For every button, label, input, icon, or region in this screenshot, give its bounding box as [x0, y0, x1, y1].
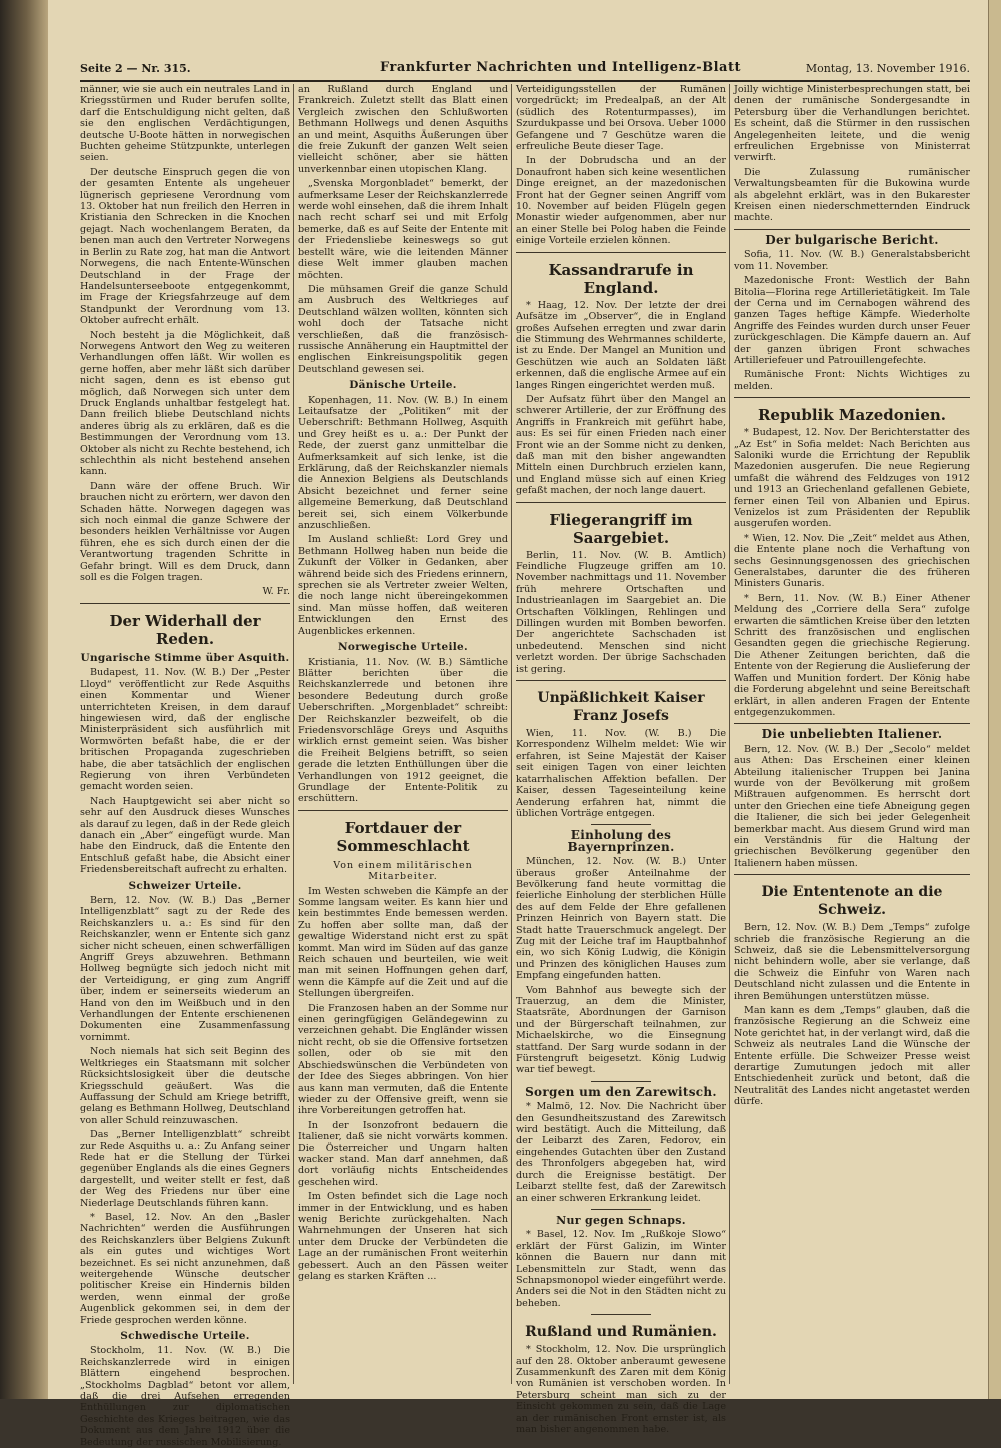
column-1 — [80, 84, 291, 1448]
divider — [591, 1081, 651, 1082]
paragraph: Vom Bahnhof aus bewegte sich der Trauerzug, an dem die Minister, Staatsräte, Abordnungen der Garnison und der Bürgerschaft teilnahmen, zur Michaelskirche, wo die Einsegnung stattfand. Der Sarg wurde sodann in der Fürstengruft beigesetzt. König Ludwig war tief bewegt. — [516, 984, 726, 1076]
next-page-edge — [988, 0, 1001, 1399]
paragraph: Wien, 11. Nov. (W. B.) Die Korrespondenz Wilhelm meldet: Wie wir erfahren, ist Seine Majestät der Kaiser seit einigen Tagen von einer leichten katarrhalischen Affektion befallen. Der Kaiser, dessen Tageseinteilung keine Aenderung erfahren hat, nimmt die üblichen Vorträge entgegen. — [516, 728, 726, 819]
paragraph: Bern, 12. Nov. (W. B.) Dem „Temps“ zufolge schrieb die französische Regierung an die Schweiz, daß sie die Lebensmittelversorgung nicht behindern wolle, aber sie verlange, daß die Schweiz die Einfuhr von Waren nach Deutschland nicht zulassen und die Entente in ihren Bemühungen unterstützen müsse. — [734, 922, 970, 1002]
column-2 — [298, 84, 508, 1384]
byline: Von einem militärischen Mitarbeiter. — [333, 859, 473, 883]
divider — [734, 874, 970, 875]
paragraph: * Stockholm, 12. Nov. Die ursprünglich auf den 28. Oktober anberaumt gewesene Zusammenkunft des Zaren mit dem König von Rumänien ist verschoben worden. In Petersburg scheint man sich zu der Einsicht gekommen zu sein, daß die Lage an der rumänischen Front ernster ist, als man bisher angenommen habe. — [516, 1344, 726, 1435]
column-rule — [293, 84, 294, 1384]
headline-russland-rumaenien: Rußland und Rumänien. — [525, 1324, 717, 1341]
divider — [591, 1314, 651, 1315]
headline-kassandrarufe: Kassandrarufe in England. — [548, 260, 694, 297]
paragraph: Verteidigungsstellen der Rumänen vorgedrückt; im Predealpaß, an der Alt (südlich des Rotenturmpasses), im Szurdukpasse und bei Orsova. Ueber 1000 Gefangene und 7 Geschütze waren die erfreuliche Beute dieser Tage. — [516, 84, 726, 153]
divider — [734, 229, 970, 230]
book-binding — [0, 0, 48, 1399]
paragraph: Die Franzosen haben an der Somme nur einen geringfügigen Geländegewinn zu verzeichnen gehabt. Die Engländer wissen nicht recht, ob sie die Offensive fortsetzen sollen, oder ob sie mit den Abschiedswünschen die Verbündeten von der Idee des Sieges abbringen. Von hier aus kann man vermuten, daß die Entente wieder zu der Offensive greift, wenn sie ihre Vorbereitungen getroffen hat. — [298, 1002, 508, 1117]
paragraph: Die mühsamen Greif die ganze Schuld am Ausbruch des Weltkrieges auf Deutschland wälzen wollten, könnten sich wohl doch der Tatsache nicht verschließen, daß die französisch-russische Annäherung ein Hauptmittel der englischen Einkreisungspolitik gegen Deutschland gewesen sei. — [298, 283, 508, 375]
paragraph: Bern, 12. Nov. (W. B.) Das „Berner Intelligenzblatt“ sagt zu der Rede des Reichskanzlers u. a.: Es sind für den Reichskanzler, wenn er Entente sich ganz sicher nicht scheuen, einen schwerfälligen Angriff Greys abzuwehren. Bethmann Hollweg begnügte sich jedoch nicht mit der Verteidigung, er ging zum Angriff über, indem er seinerseits wiederum an Hand von den im Weißbuch und in den Verhandlungen der Entente erschienenen Dokumenten eine Zusammenfassung vornimmt. — [80, 895, 290, 1043]
paragraph: Joilly wichtige Ministerbesprechungen statt, bei denen der rumänische Sondergesandte in Petersburg über die Verhandlungen berichtet. Es scheint, daß die Stürmer in den russischen Angelegenheiten leitete, und die wenig erfreulichen Ergebnisse von Ministerrat verwirft. — [734, 84, 970, 164]
paragraph: Noch niemals hat sich seit Beginn des Weltkrieges ein Staatsmann mit solcher Rücksichtslosigkeit über die deutsche Kriegsschuld geäußert. Was die Auffassung der Schuld am Kriege betrifft, gelang es Bethmann Hollweg, Deutschland von aller Schuld reinzuwaschen. — [80, 1046, 291, 1126]
headline-schnaps: Nur gegen Schnaps. — [556, 1213, 686, 1227]
headline-fliegerangriff: Fliegerangriff im Saargebiet. — [549, 510, 693, 547]
paragraph: Im Osten befindet sich die Lage noch immer in der Entwicklung, und es haben wenig Berichte zurückgehalten. Nach Wahrnehmungen der Unseren hat sich unter dem Drucke der Verbündeten die Lage an der rumänischen Front weiterhin gebessert. Auch an den Pässen weiter gelang es starken Kräften ... — [298, 1191, 508, 1282]
paragraph: Rumänische Front: Nichts Wichtiges zu melden. — [734, 369, 970, 392]
paragraph: Der Aufsatz führt über den Mangel an schwerer Artillerie, der zur Eröffnung des Angriffs in Frankreich mit geführt habe, aus: Es sei für einen Frieden nach einer Front wie an der Somme nicht zu denken, daß man mit den bisher angewandten Mitteln einen Durchbruch erzielen kann, und England müsse sich auf einen Krieg gefaßt machen, der noch lange dauert. — [516, 393, 726, 497]
subheadline: Ungarische Stimme über Asquith. — [80, 651, 290, 664]
column-rule — [511, 84, 512, 1384]
paragraph: Im Westen schweben die Kämpfe an der Somme langsam weiter. Es kann hier und kein bestimmtes Ende bemessen werden. Zu hoffen aber sollte man, daß der gewaltige Widerstand nicht erst zu spät kommt. Man wird im Süden auf das ganze Reich schauen und beurteilen, wie weit man mit seinen Hoffnungen gehen darf, wenn die Kämpfe auf die Zeit und auf die Stellungen übergreifen. — [298, 885, 508, 1000]
paragraph: „Svenska Morgonbladet“ bemerkt, der aufmerksame Leser der Reichskanzlerrede werde wohl einsehen, daß die ihrem Inhalt nach recht scharf sei und mit Erfolg bemerke, daß es auf Seite der Entente mit der Friedensliebe keineswegs so gut bestellt wäre, wie die leitenden Männer diese Welt immer glauben machen möchten. — [298, 178, 508, 281]
paragraph: * Haag, 12. Nov. Der letzte der drei Aufsätze im „Observer“, die in England großes Aufsehen erregten und zwar darin die Stimmung des Wehrmannes schilderte, ist zu Ende. Der Mangel an Munition und Geschützen wie auch an Soldaten läßt erkennen, daß die englische Armee auf ein langes Ringen eingerichtet werden muß. — [516, 299, 726, 391]
paragraph: Kristiania, 11. Nov. (W. B.) Sämtliche Blätter berichten über die Reichskanzlerrede und betonen ihre besondere Bedeutung durch große Ueberschriften. „Morgenbladet“ schreibt: Der Reichskanzler bezweifelt, ob die Friedensvorschläge Greys und Asquiths wirklich ernst gemeint seien. Was bisher die Freiheit Belgiens betrifft, so seien gerade die letzten Enthüllungen über die Verhandlungen von 1912 geeignet, die Grundlage der Entente-Politik zu erschüttern. — [298, 656, 508, 805]
headline-italiener: Die unbeliebten Italiener. — [761, 727, 943, 742]
divider — [591, 1209, 651, 1210]
divider — [80, 603, 290, 604]
subheadline: Norwegische Urteile. — [338, 641, 468, 654]
headline-sommeschlacht: Fortdauer der Sommeschlacht — [336, 818, 470, 855]
divider — [516, 502, 726, 503]
paragraph: Man kann es dem „Temps“ glauben, daß die französische Regierung an die Schweiz eine Note gerichtet hat, in der verlangt wird, daß die Schweiz als neutrales Land die Wünsche der Entente erfülle. Die Schweizer Presse weist derartige Zumutungen jedoch mit aller Entschiedenheit zurück und betont, daß die Neutralität des Landes nicht angetastet werden dürfe. — [734, 1005, 970, 1108]
paragraph: München, 12. Nov. (W. B.) Unter überaus großer Anteilnahme der Bevölkerung fand heute vormittag die feierliche Einholung der sterblichen Hülle des auf dem Felde der Ehre gefallenen Prinzen Heinrich von Bayern statt. Die Stadt hatte Trauerschmuck angelegt. Der Zug mit der Leiche traf im Hauptbahnhof ein, wo sich König Ludwig, die Königin und Prinzen des königlichen Hauses zum Empfang eingefunden hatten. — [516, 856, 726, 982]
headline-bulgarischer-bericht: Der bulgarische Bericht. — [765, 232, 939, 247]
paragraph: Budapest, 11. Nov. (W. B.) Der „Pester Lloyd“ veröffentlicht zur Rede Asquiths einen Kommentar und Wiener unterrichteten Kreisen, in dem darauf hingewiesen wird, daß der englische Ministerpräsident sich ausführlich mit Wormwörten befaßt habe, die er der britischen Propaganda zugeschrieben habe, die aber tatsächlich der englischen Regierung von ihren Verbündeten gemacht worden seien. — [80, 667, 290, 793]
headline-widerhall: Der Widerhall der Reden. — [109, 611, 261, 648]
headline-bayernprinz: Einholung des Bayernprinzen. — [567, 828, 675, 854]
paragraph: Stockholm, 11. Nov. (W. B.) Die Reichskanzlerrede wird in einigen Blättern eingehend besprochen. „Stockholms Dagblad“ betont vor allem, daß die drei Aufsehen erregenden Enthüllungen zur diplomatischen Geschichte des Krieges beitragen, wie das Dokument aus dem Jahre 1912 über die Bedeutung der russischen Mobilisierung. — [80, 1345, 290, 1448]
paragraph: * Bern, 11. Nov. (W. B.) Einer Athener Meldung des „Corriere della Sera“ zufolge erwarten die sämtlichen Kreise über den letzten Schritt des französischen und englischen Gesandten gegen die griechische Regierung. Die Athener Zeitungen berichten, daß die Entente von der Regierung die Auslieferung der Waffen und Munition fordert. Der König habe die Forderung abgelehnt und seine Bereitschaft erklärt, in allen anderen Fragen der Entente entgegenzukommen. — [734, 592, 970, 718]
paragraph: männer, wie sie auch ein neutrales Land in Kriegsstürmen und Ruder berufen sollte, darf die Entschuldigung nicht gelten, daß sie den englischen Verdächtigungen, deutsche U-Boote hätten in norwegischen Buchten geheime Stützpunkte, unterlegen seien. — [80, 84, 290, 164]
paragraph: Bern, 12. Nov. (W. B.) Der „Secolo“ meldet aus Athen: Das Erscheinen einer kleinen Abteilung italienischer Truppen bei Janina wurde von der Bevölkerung mit großem Mißtrauen aufgenommen. Es herrscht dort unter den Griechen eine tiefe Abneigung gegen die Italiener, die sich bei jeder Gelegenheit bemerkbar macht. Aus diesem Grund wird man ein Verständnis für die Haltung der griechischen Bevölkerung gegenüber den Italienern haben müssen. — [734, 743, 970, 869]
divider — [734, 723, 970, 724]
paragraph: * Basel, 12. Nov. Im „Rußkoje Slowo“ erklärt der Fürst Galizin, im Winter können die Bauern nur dann mit Lebensmitteln zur Stadt, wenn das Schnapsmonopol wieder eingeführt werde. Anders sei die Not in den Städten nicht zu beheben. — [516, 1229, 726, 1309]
paragraph: In der Dobrudscha und an der Donaufront haben sich keine wesentlichen Dinge ereignet, an der mazedonischen Front hat der Gegner seinen Angriff vom 10. November auf beiden Flügeln gegen Monastir wieder aufgenommen, aber nur an einer Stelle bei Polog haben die Feinde einige Vorteile erzielen können. — [516, 155, 726, 247]
headline-ententenote: Die Ententenote an die Schweiz. — [761, 884, 943, 919]
paragraph: * Budapest, 12. Nov. Der Berichterstatter des „Az Est“ in Sofia meldet: Nach Berichten aus Saloniki wurde die Errichtung der Republik Mazedonien ausgerufen. Die neue Regierung umfaßt die während des Feldzuges von 1912 und 1913 an Griechenland gefallenen Gebiete, ferner einen Teil von Albanien und Epirus. Venizelos ist zum Präsidenten der Republik ausgerufen worden. — [734, 427, 970, 530]
paragraph: * Basel, 12. Nov. An den „Basler Nachrichten“ werden die Ausführungen des Reichskanzlers über Belgiens Zukunft als ein gutes und wichtiges Wort bezeichnet. Es sei nicht anzunehmen, daß weitergehende Wünsche deutscher politischer Kreise ein Hindernis bilden werden, wenn einmal der große Augenblick gekommen sei, in dem der Friede gesprochen werden könne. — [80, 1211, 290, 1326]
paragraph: Nach Hauptgewicht sei aber nicht so sehr auf den Ausdruck dieses Wunsches als darauf zu legen, daß in der Rede gleich danach ein „Aber“ eingefügt wurde. Man habe den Eindruck, daß die Entente den Entschluß gefaßt habe, die Absicht einer Friedensbereitschaft aufrecht zu erhalten. — [80, 795, 290, 876]
paragraph: Mazedonische Front: Westlich der Bahn Bitolia—Florina rege Artillerietätigkeit. Im Tale der Cerna und im Cernabogen während des ganzen Tages heftige Kämpfe. Wiederholte Angriffe des Feindes wurden durch unser Feuer zurückgeschlagen. Die Kämpfe dauern an. Auf der ganzen übrigen Front schwaches Artilleriefeuer und Patrouillengefechte. — [734, 275, 970, 366]
paragraph: Dann wäre der offene Bruch. Wir brauchen nicht zu erörtern, wer davon den Schaden hätte. Norwegen dagegen was sich noch einmal die ganze Schwere der besonders heiklen Verhältnisse vor Augen führen, ehe es sich durch einen der die Verantwortung tragenden Schritte in Gefahr bringt. Will es dem Druck, dann soll es die Folgen tragen. — [80, 480, 290, 584]
column-3 — [516, 84, 726, 1435]
masthead: Frankfurter Nachrichten und Intelligenz-Blatt — [380, 60, 741, 75]
divider — [516, 680, 726, 681]
author-signature: W. Fr. — [262, 586, 290, 598]
paragraph: Der deutsche Einspruch gegen die von der gesamten Entente als ungeheuer lügnerisch gepriesene Verordnung vom 13. Oktober hat nun freilich den Herren in Kristiania den Schrecken in die Knochen gejagt. Nach wochenlangem Beraten, da benen man auch den Vertreter Norwegens in Berlin zu Rate zog, hat man die Antwort Norwegens, die nach Entente-Wünschen Deutschland in der Frage der Handelsunterseeboote entgegenkommt, im Frage der Kriegsfahrzeuge auf dem Standpunkt der Verordnung vom 13. Oktober aufrecht erhält. — [80, 166, 290, 327]
paragraph: Sofia, 11. Nov. (W. B.) Generalstabsbericht vom 11. November. — [734, 249, 970, 272]
divider — [734, 397, 970, 398]
subheadline: Schwedische Urteile. — [120, 1330, 250, 1343]
divider — [516, 252, 726, 253]
headline-zarewitsch: Sorgen um den Zarewitsch. — [525, 1084, 717, 1099]
newspaper-page — [48, 0, 988, 1448]
paragraph: Im Ausland schließt: Lord Grey und Bethmann Hollweg haben nun beide die Zukunft der Völker in Gedanken, aber während beide sich des Friedens erinnern, sprechen sie als Vertreter zweier Welten, die noch lange nicht übereingekommen sind. Man müsse hoffen, daß weiteren Entwicklungen den Ernst des Augenblickes erkennen. — [298, 534, 508, 637]
paragraph: * Malmö, 12. Nov. Die Nachricht über den Gesundheitszustand des Zarewitsch wird bestätigt. Auch die Mitteilung, daß der Leibarzt des Zaren, Fedorov, ein eingehendes Gutachten über den Zustand des Thronfolgers abgegeben hat, wird durch die Ereignisse bestätigt. Der Leibarzt stellte fest, daß der Zarewitsch an einer schweren Erkrankung leidet. — [516, 1101, 726, 1204]
paragraph: * Wien, 12. Nov. Die „Zeit“ meldet aus Athen, die Entente plane noch die Verhaftung von sechs Gesinnungsgenossen des griechischen Generalstabes, darunter die des früheren Ministers Gunaris. — [734, 532, 970, 590]
paragraph: an Rußland durch England und Frankreich. Zuletzt stellt das Blatt einen Vergleich zwischen den Schlußworten Bethmann Hollwegs und denen Asquiths an und meint, Asquiths Äußerungen über die freie Zukunft der ganzen Welt seien vielleicht schöner, aber sie hätten unverkennbar einen utopischen Klang. — [298, 84, 508, 175]
divider — [298, 810, 508, 811]
headline-franz-josef: Unpäßlichkeit Kaiser Franz Josefs — [537, 690, 705, 725]
paragraph: Noch besteht ja die Möglichkeit, daß Norwegens Antwort den Weg zu weiteren Verhandlungen offen läßt. Wir wollen es gerne hoffen, aber mehr läßt sich darüber nicht sagen, denn es ist ebenso gut möglich, daß Norwegen sich unter dem Druck Englands unhaltbar festgelegt hat. Dann freilich bliebe Deutschland nichts anderes übrig als zu erklären, daß es die Bestimmungen der Verordnung vom 13. Oktober als nicht zu Rechte bestehend, ich schlechthin als nicht bestehend ansehen kann. — [80, 329, 290, 478]
divider — [591, 824, 651, 825]
paragraph: Das „Berner Intelligenzblatt“ schreibt zur Rede Asquiths u. a.: Zu Anfang seiner Rede hat er die Stellung der Türkei gegenüber Englands als die eines Gegners dargestellt, und weiter stellt er fest, daß der Weg des Friedens nur über eine Niederlage Deutschlands führen kann. — [80, 1129, 290, 1209]
subheadline: Dänische Urteile. — [349, 379, 457, 392]
column-rule — [729, 84, 730, 1384]
column-4 — [734, 84, 970, 1384]
headline-republik-mazedonien: Republik Mazedonien. — [757, 406, 947, 425]
issue-date: Montag, 13. November 1916. — [805, 62, 970, 75]
paragraph: Die Zulassung rumänischer Verwaltungsbeamten für die Bukowina wurde als abgelehnt erklärt, was in den Bukarester Kreisen einen niederschmetternden Eindruck machte. — [734, 166, 970, 224]
paragraph: In der Isonzofront bedauern die Italiener, daß sie nicht vorwärts kommen. Die Österreicher und Ungarn halten wacker stand. Man darf annehmen, daß dort vorläufig nichts Entscheidendes geschehen wird. — [298, 1119, 508, 1188]
subheadline: Schweizer Urteile. — [128, 879, 242, 892]
page-header — [80, 58, 970, 82]
paragraph: Kopenhagen, 11. Nov. (W. B.) In einem Leitaufsatze der „Politiken“ mit der Ueberschrift: Bethmann Hollweg, Asquith und Grey heißt es u. a.: Der Punkt der Rede, der zuerst ganz unmittelbar die Aufmerksamkeit auf sich lenke, ist die Erklärung, daß der Reichskanzler niemals die Annexion Belgiens als Deutschlands Absicht bezeichnet und ferner seine allgemeine Bemerkung, daß Deutschland bereit sei, sich einem Völkerbunde anzuschließen. — [298, 394, 508, 532]
paragraph: Berlin, 11. Nov. (W. B. Amtlich) Feindliche Flugzeuge griffen am 10. November nachmittags und 11. November früh mehrere Ortschaften und Industrieanlagen im Saargebiet an. Die Ortschaften Völklingen, Rehlingen und Dillingen wurden mit Bomben beworfen. Der angerichtete Sachschaden ist unbedeutend. Menschen sind nicht verletzt worden. Der übrige Sachschaden ist gering. — [516, 549, 726, 675]
page-number: Seite 2 — Nr. 315. — [80, 62, 191, 75]
